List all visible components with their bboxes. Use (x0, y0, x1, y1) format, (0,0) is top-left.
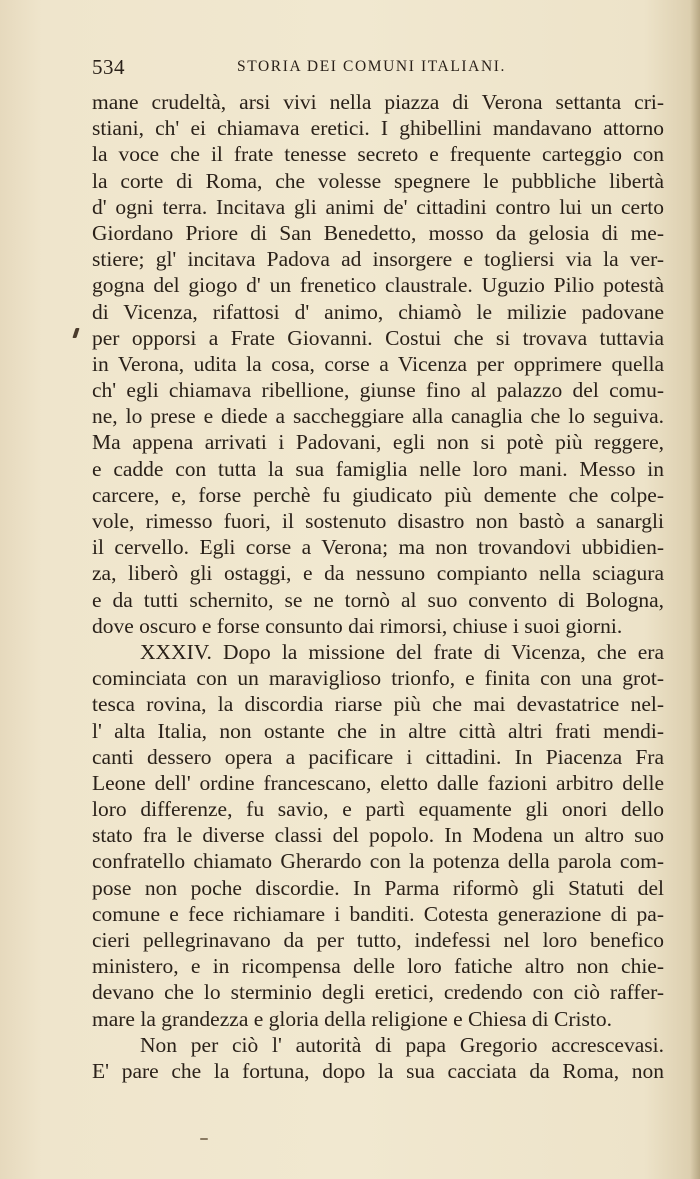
text-line: pose non poche discordie. In Parma riformò gli Statuti del (92, 875, 664, 900)
page-header (92, 55, 664, 81)
ink-smudge (200, 1138, 208, 1140)
text-line: il cervello. Egli corse a Verona; ma non trovandovi ubbidien- (92, 535, 664, 560)
page-number: 534 (92, 55, 125, 79)
text-line: mare la grandezza e gloria della religione e Chiesa di Cristo. (92, 1006, 612, 1031)
text-line: stiere; gl' incitava Padova ad insorgere e togliersi via la ver- (92, 247, 664, 272)
text-line: gogna del giogo d' un frenetico claustrale. Uguzio Pilio potestà (92, 273, 664, 298)
text-line: confratello chiamato Gherardo con la potenza della parola com- (92, 849, 664, 874)
text-line: Ma appena arrivati i Padovani, egli non si potè più reggere, (92, 430, 664, 455)
text-line: d' ogni terra. Incitava gli animi de' cittadini contro lui un certo (92, 194, 664, 219)
text-line: e da tutti schernito, se ne tornò al suo convento di Bologna, (92, 587, 664, 612)
text-line: Giordano Priore di San Benedetto, mosso da gelosia di me- (92, 220, 664, 245)
running-title: STORIA DEI COMUNI ITALIANI. (237, 58, 506, 75)
text-line: cieri pellegrinavano da per tutto, indefessi nel loro benefico (92, 928, 664, 952)
text-line: l' alta Italia, non ostante che in altre città altri frati mendi- (92, 718, 664, 743)
text-line: mane crudeltà, arsi vivi nella piazza di Verona settanta cri- (92, 90, 664, 114)
text-line: vole, rimesso fuori, il sostenuto disastro non bastò a sanargli (92, 509, 664, 533)
paragraph-start-line: Non per ciò l' autorità di papa Gregorio accrescevasi. (140, 1032, 664, 1057)
body-text (92, 89, 664, 1084)
text-line: canti dessero opera a pacificare i cittadini. In Piacenza Fra (92, 744, 664, 769)
text-line: di Vicenza, rifattosi d' animo, chiamò le milizie padovane (92, 299, 664, 324)
margin-mark (72, 328, 79, 338)
text-line: loro differenze, fu savio, e partì equamente gli onori dello (92, 797, 664, 822)
text-line: la voce che il frate tenesse secreto e frequente carteggio con (92, 142, 664, 167)
page-edge-shadow (690, 0, 700, 1179)
text-line: cominciata con un maraviglioso trionfo, e finita con una grot- (92, 666, 664, 691)
text-line: e cadde con tutta la sua famiglia nelle loro mani. Messo in (92, 456, 664, 481)
text-line: comune e fece richiamare i banditi. Cotesta generazione di pa- (92, 901, 664, 926)
text-line: carcere, e, forse perchè fu giudicato più demente che colpe- (92, 482, 664, 507)
text-line: devano che lo sterminio degli eretici, credendo con ciò raffer- (92, 980, 664, 1005)
text-line: stiani, ch' ei chiamava eretici. I ghibellini mandavano attorno (92, 116, 664, 141)
text-line: stato fra le diverse classi del popolo. In Modena un altro suo (92, 823, 664, 848)
text-line: ch' egli chiamava ribellione, giunse fino al palazzo del comu- (92, 378, 664, 403)
text-line: za, liberò gli ostaggi, e da nessuno compianto nella sciagura (92, 561, 664, 586)
text-line: ministero, e in ricompensa delle loro fatiche altro non chie- (92, 954, 664, 979)
text-line: per opporsi a Frate Giovanni. Costui che si trovava tuttavia (92, 325, 664, 350)
section-start-line: XXXIV. Dopo la missione del frate di Vicenza, che era (140, 639, 664, 664)
text-line: in Verona, udita la cosa, corse a Vicenza per opprimere quella (92, 351, 664, 376)
text-line: la corte di Roma, che volesse spegnere le pubbliche libertà (92, 168, 664, 193)
text-line: dove oscuro e forse consunto dai rimorsi, chiuse i suoi giorni. (92, 613, 623, 638)
text-line: ne, lo prese e diede a saccheggiare alla canaglia che lo seguiva. (92, 404, 664, 429)
text-line: E' pare che la fortuna, dopo la sua cacciata da Roma, non (92, 1058, 664, 1083)
text-line: Leone dell' ordine francescano, eletto dalle fazioni arbitro delle (92, 770, 664, 795)
text-line: tesca rovina, la discordia riarse più che mai devastatrice nel- (92, 692, 664, 717)
